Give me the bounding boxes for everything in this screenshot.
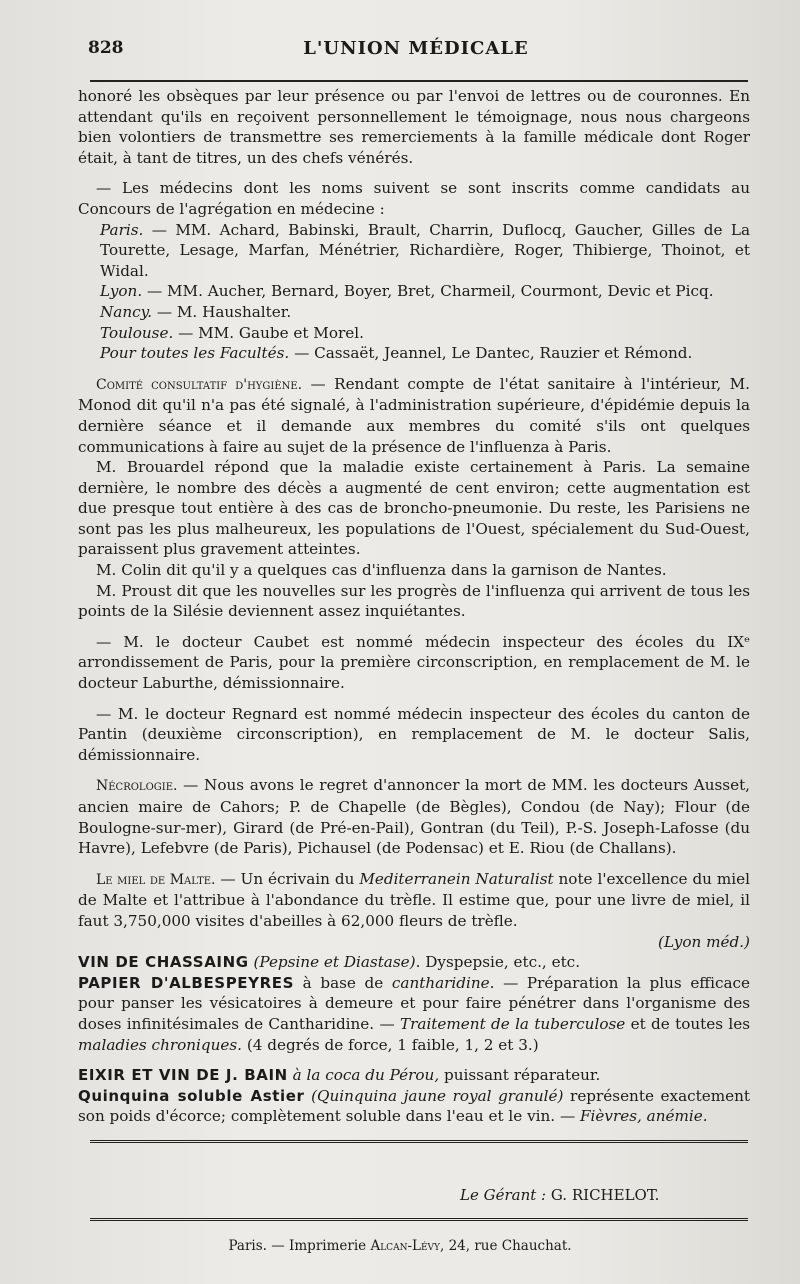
paragraph-brouardel: M. Brouardel répond que la maladie existe certainement à Paris. La semaine dernière, le nombre des décès a augmenté de cent environ; cette augmentation est due presque tout entière à des cas de broncho-pneumonie. Du reste, les Parisiens ne sont pas les plus malheureux, les populations de l'Ouest, spécialement du Sud-Ouest, paraissent plus gravement atteintes.: [78, 458, 750, 559]
candidate-list: [78, 220, 750, 364]
candidate-names: — MM. Aucher, Bernard, Boyer, Bret, Charmeil, Courmont, Devic et Picq.: [142, 282, 714, 301]
section-label: Comité consultatif d'hygiène.: [96, 376, 303, 393]
ad-text: et de toutes les: [625, 1014, 750, 1033]
paragraph-colin: M. Colin dit qu'il y a quelques cas d'influenza dans la garnison de Nantes.: [96, 561, 667, 580]
city-label: Toulouse.: [100, 323, 174, 342]
section-label: Le miel de Malte.: [96, 871, 216, 888]
necrologie-text: — Nous avons le regret d'annoncer la mort de MM. les docteurs Ausset, ancien maire de Cahors; P. de Chapelle (de Bègles), Condou (de Nay); Flour (de Boulogne-sur-mer), Girard (de Pré-en-Pail), Gontran (du Teil), P.-S. Joseph-Lafosse (du Havre), Lefebvre (de Paris), Pichausel (de Podensac) et E. Riou (de Challans).: [78, 776, 750, 858]
candidate-item-nancy: [78, 302, 750, 323]
article-body: [78, 86, 750, 1127]
city-label: Nancy.: [100, 302, 153, 321]
city-label: Paris.: [100, 220, 144, 239]
paragraph-necrologie: [78, 775, 750, 858]
ad-text-italic: maladies chroniques.: [78, 1035, 242, 1054]
candidate-item-toulouse: [78, 323, 750, 344]
ad-title: EIXIR ET VIN DE J. BAIN: [78, 1066, 288, 1085]
signature-role: Le Gérant :: [460, 1186, 547, 1204]
citation: (Lyon méd.): [658, 932, 750, 951]
candidate-names: — MM. Gaube et Morel.: [173, 323, 364, 342]
paragraph-obseques: honoré les obsèques par leur présence ou par l'envoi de lettres ou de couronnes. En attendant qu'ils en reçoivent personnellement le témoignage, nous nous chargeons bien volontiers de transmettre ses remerciements à la famille médicale dont Roger était, à tant de titres, un des chefs vénérés.: [78, 87, 750, 167]
ad-subtitle: (Pepsine et Diastase): [253, 953, 416, 972]
paragraph-caubet: — M. le docteur Caubet est nommé médecin inspecteur des écoles du IXᵉ arrondissement de Paris, pour la première circonscription, en remplacement de M. le docteur Laburthe, démissionnaire.: [78, 632, 750, 693]
ad-text-italic: Traitement de la tuberculose: [400, 1014, 626, 1033]
ad-text: représente exactement son poids d'écorce; complètement soluble dans l'eau et le vin. —: [78, 1086, 751, 1126]
ad-text-italic: à la coca du Pérou,: [287, 1066, 440, 1085]
header-rule: [90, 80, 748, 82]
printer-address: , 24, rue Chauchat.: [439, 1238, 572, 1254]
ad-title: Quinquina soluble Astier: [78, 1086, 305, 1105]
ad-title: PAPIER D'ALBESPEYRES: [78, 973, 295, 992]
signature: [460, 1186, 659, 1204]
running-header: [82, 38, 750, 68]
ad-text-italic: (Quinquina jaune royal granulé): [304, 1086, 564, 1105]
signature-name: G. RICHELOT.: [546, 1186, 660, 1204]
section-label: Nécrologie.: [96, 778, 178, 795]
miel-text: note l'excellence du miel de Malte et l'attribue à l'abondance du trèfle. Il estime que, pour une livre de miel, il faut 3,750,000 visites d'abeilles à 62,000 fleurs de trèfle.: [78, 869, 750, 930]
candidate-item-facultes: [78, 343, 750, 364]
ad-title: VIN DE CHASSAING: [78, 953, 249, 972]
ad-bain: [78, 1065, 750, 1086]
ad-astier: [78, 1086, 750, 1127]
ad-text: puissant réparateur.: [439, 1066, 601, 1085]
paragraph-regnard: — M. le docteur Regnard est nommé médecin inspecteur des écoles du canton de Pantin (deuxième circonscription), en remplacement de M. le docteur Salis, démissionnaire.: [78, 704, 750, 764]
paragraph-agregation: — Les médecins dont les noms suivent se sont inscrits comme candidats au Concours de l'agrégation en médecine :: [78, 179, 750, 218]
candidate-names: — M. Haushalter.: [152, 302, 292, 321]
candidate-names: — Cassaët, Jeannel, Le Dantec, Rauzier et Rémond.: [289, 344, 693, 363]
printer-city: Paris. — Imprimerie: [228, 1238, 371, 1254]
ad-text: . Dyspepsie, etc., etc.: [415, 953, 581, 972]
paragraph-proust: M. Proust dit que les nouvelles sur les progrès de l'influenza qui arrivent de tous les points de la Silésie deviennent assez inquiétantes.: [78, 581, 750, 621]
ad-text: à base de: [294, 973, 392, 992]
page-number: 828: [88, 38, 124, 58]
ad-albespeyres: [78, 973, 750, 1055]
ad-text-italic: cantharidine.: [391, 973, 495, 992]
ad-text: (4 degrés de force, 1 faible, 1, 2 et 3.): [242, 1035, 539, 1054]
candidate-item-lyon: [78, 281, 750, 302]
footer-rule: [90, 1140, 748, 1143]
comite-text: — Rendant compte de l'état sanitaire à l'intérieur, M. Monod dit qu'il n'a pas été signalé, à l'administration supérieure, d'épidémie depuis la dernière séance et il demande aux membres du comité s'ils ont quelques communications à faire au sujet de la présence de l'influenza à Paris.: [78, 374, 750, 456]
miel-text: — Un écrivain du: [215, 869, 360, 888]
journal-name: Mediterranein Naturalist: [359, 869, 554, 888]
ad-text-italic: Fièvres, anémie.: [579, 1107, 708, 1126]
city-label: Lyon.: [100, 282, 143, 301]
printer-imprint: [0, 1238, 800, 1254]
paragraph-miel: [78, 869, 750, 932]
ad-chassaing: [78, 952, 750, 973]
candidate-names: — MM. Achard, Babinski, Brault, Charrin, Duflocq, Gaucher, Gilles de La Tourette, Lesage, Marfan, Ménétrier, Richardière, Roger, Thibierge, Thoinot, et Widal.: [100, 220, 750, 280]
ad-text: — Préparation la plus efficace pour panser les vésicatoires à demeure et pour faire pénétrer dans l'organisme des doses infinitésimales de Cantharidine. —: [78, 973, 751, 1033]
candidate-item-paris: [78, 220, 750, 282]
paragraph-comite: [78, 374, 750, 457]
printer-name: Alcan-Lévy: [370, 1238, 440, 1254]
imprint-rule: [90, 1218, 748, 1221]
city-label: Pour toutes les Facultés.: [100, 344, 290, 363]
journal-title: L'UNION MÉDICALE: [303, 38, 529, 59]
